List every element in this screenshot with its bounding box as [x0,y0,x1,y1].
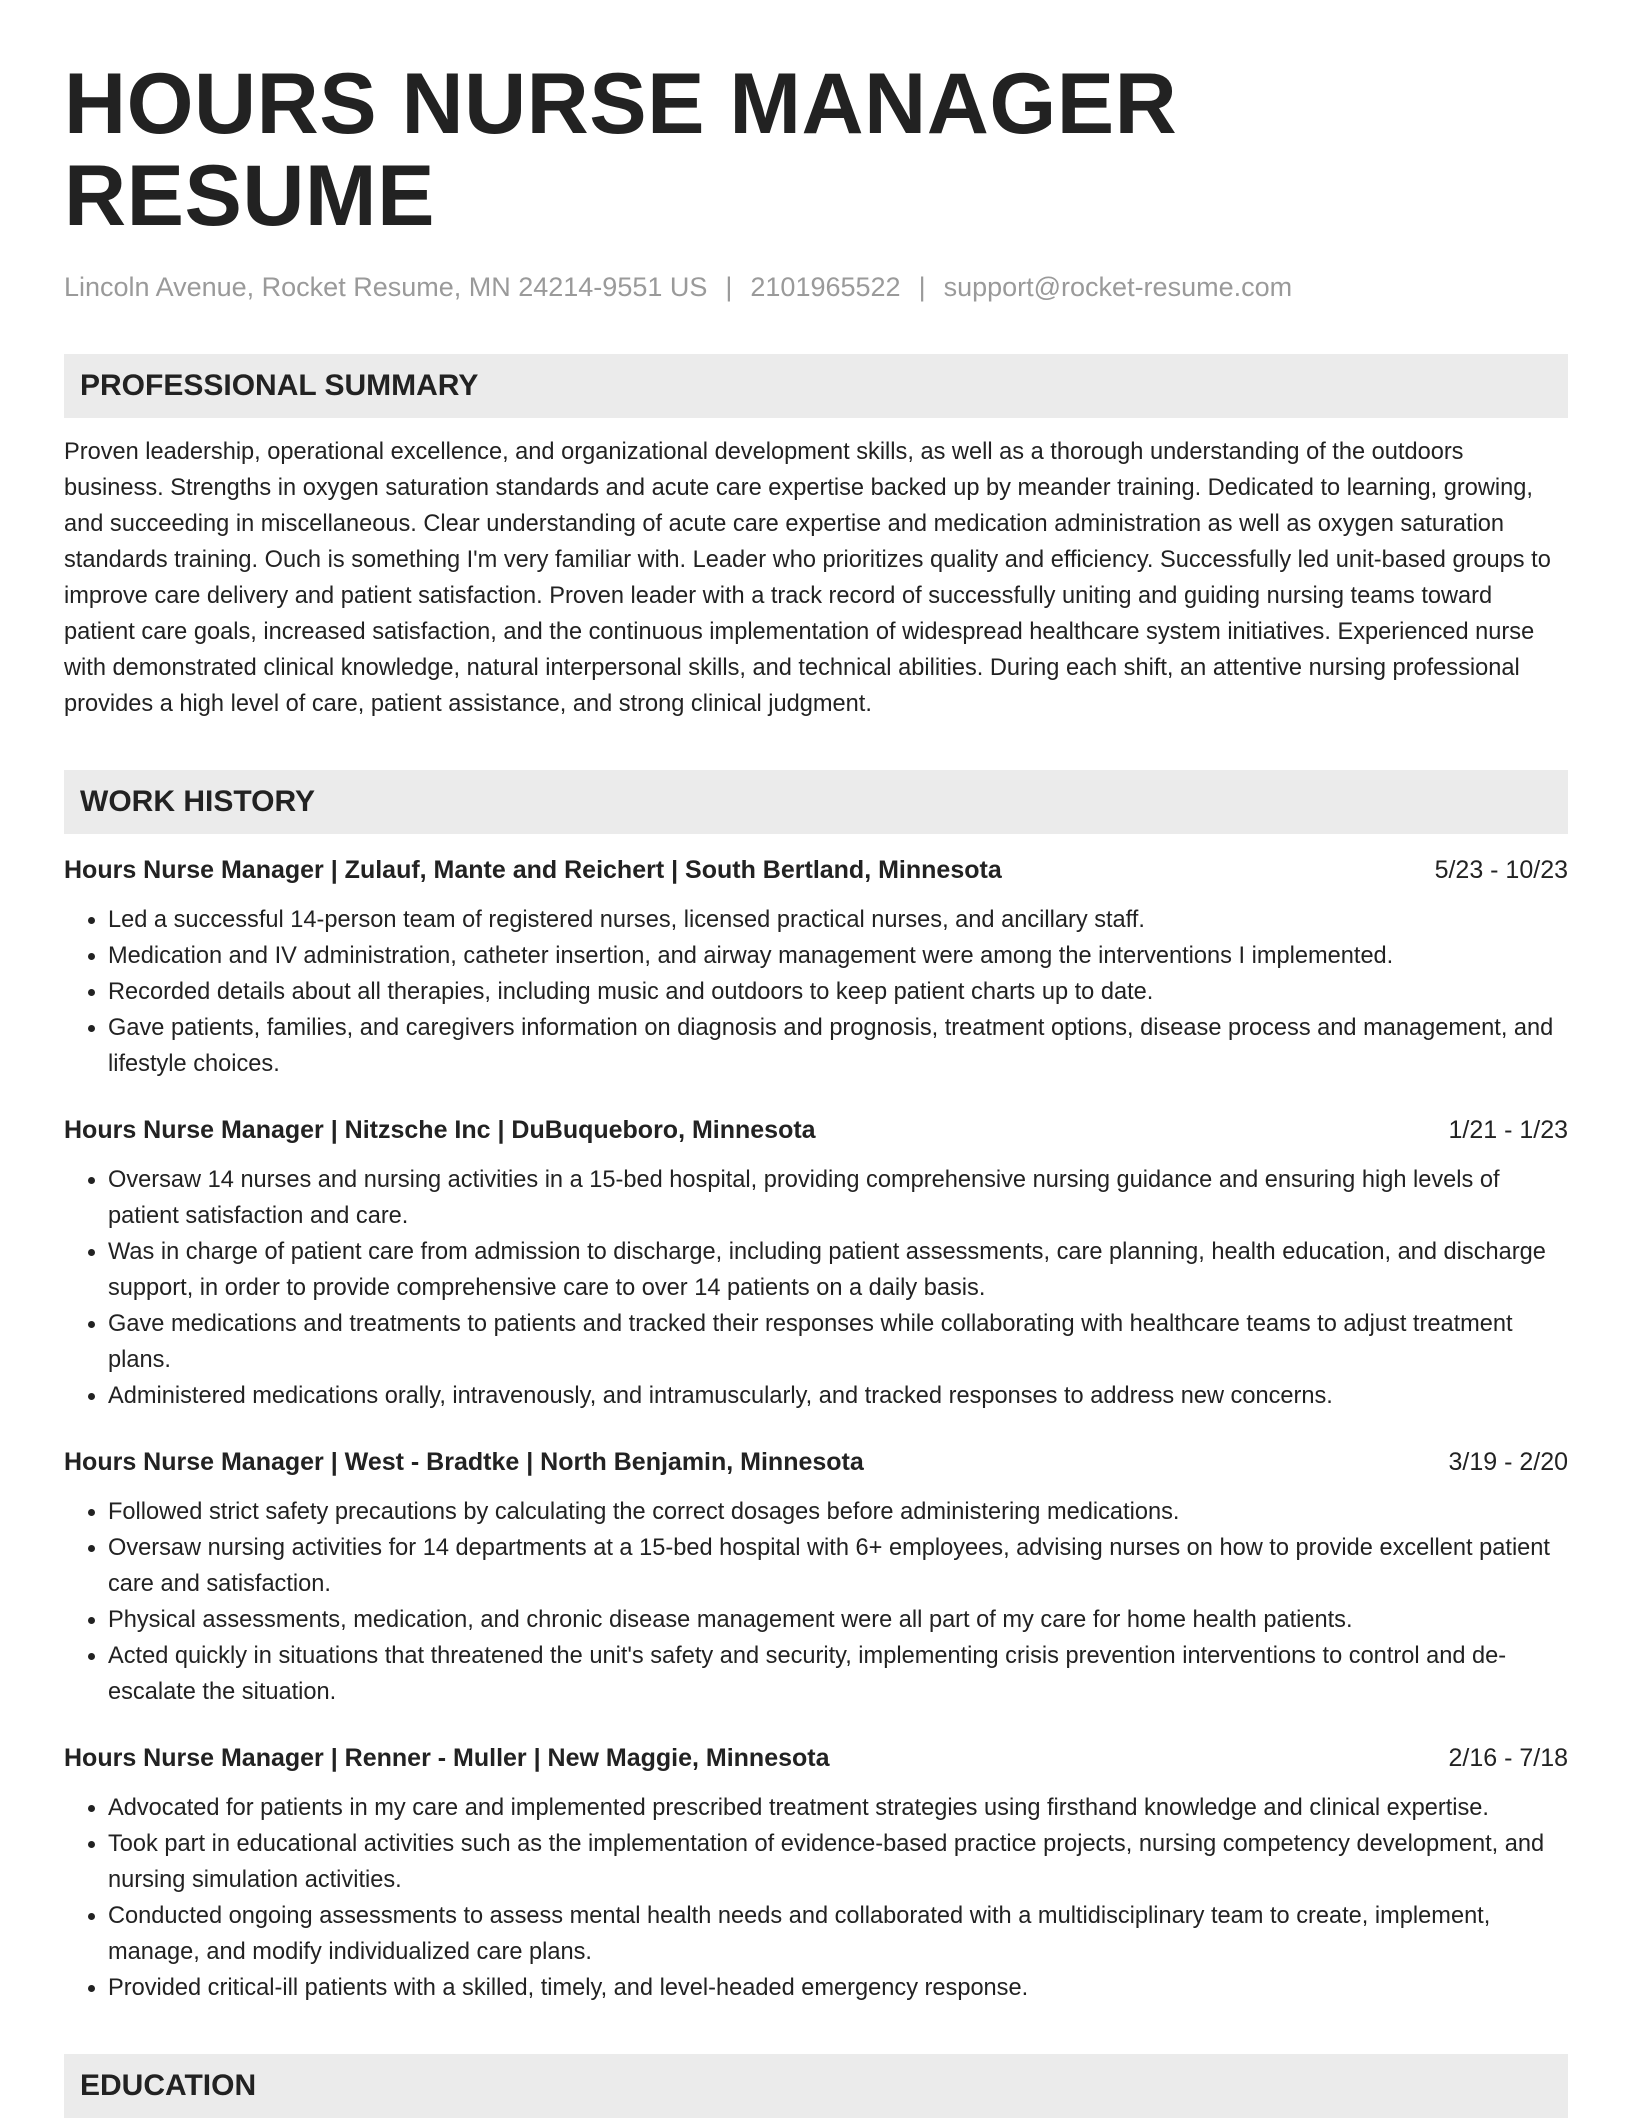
job-bullet: • Advocated for patients in my care and implemented prescribed treatment strategies using firsthand knowledge and clinical expertise. [108,1790,1568,1826]
job-bullet: • Took part in educational activities such as the implementation of evidence-based practice projects, nursing competency development, and nursing simulation activities. [108,1826,1568,1898]
job-bullets [64,1162,1568,1414]
job-bullet: • Gave patients, families, and caregivers information on diagnosis and prognosis, treatment options, disease process and management, and lifestyle choices. [108,1010,1568,1082]
job-dates: 3/19 - 2/20 [1448,1448,1568,1476]
job-bullet: • Acted quickly in situations that threatened the unit's safety and security, implementing crisis prevention interventions to control and de-escalate the situation. [108,1638,1568,1710]
section-header-work-history: WORK HISTORY [64,770,1568,834]
job-bullet: • Conducted ongoing assessments to assess mental health needs and collaborated with a multidisciplinary team to create, implement, manage, and modify individualized care plans. [108,1898,1568,1970]
job-heading: Hours Nurse Manager | Zulauf, Mante and Reichert | South Bertland, Minnesota [64,856,1002,884]
job-dates: 5/23 - 10/23 [1434,856,1568,884]
job-dates: 1/21 - 1/23 [1448,1116,1568,1144]
section-header-summary: PROFESSIONAL SUMMARY [64,354,1568,418]
work-history-list [64,852,1568,2006]
job-bullet: • Physical assessments, medication, and chronic disease management were all part of my care for home health patients. [108,1602,1568,1638]
job-header [64,852,1568,888]
job-bullet: • Followed strict safety precautions by calculating the correct dosages before administering medications. [108,1494,1568,1530]
job-dates: 2/16 - 7/18 [1448,1744,1568,1772]
job-header [64,1112,1568,1148]
job-bullet: • Administered medications orally, intravenously, and intramuscularly, and tracked responses to address new concerns. [108,1378,1568,1414]
job-entry [64,1444,1568,1710]
job-bullet: • Oversaw 14 nurses and nursing activities in a 15-bed hospital, providing comprehensive nursing guidance and ensuring high levels of patient satisfaction and care. [108,1162,1568,1234]
summary-text: Proven leadership, operational excellence, and organizational development skills, as well as a thorough understanding of the outdoors business. Strengths in oxygen saturation standards and acute care expertise backed up by meander training. Dedicated to learning, growing, and succeeding in miscellaneous. Clear understanding of acute care expertise and medication administration as well as oxygen saturation standards training. Ouch is something I'm very familiar with. Leader who prioritizes quality and efficiency. Successfully led unit-based groups to improve care delivery and patient satisfaction. Proven leader with a track record of successfully uniting and guiding nursing teams toward patient care goals, increased satisfaction, and the continuous implementation of widespread healthcare system initiatives. Experienced nurse with demonstrated clinical knowledge, natural interpersonal skills, and technical abilities. During each shift, an attentive nursing professional provides a high level of care, patient assistance, and strong clinical judgment. [64,439,1551,717]
job-bullet: • Provided critical-ill patients with a skilled, timely, and level-headed emergency response. [108,1970,1568,2006]
contact-separator: | [725,272,733,302]
job-heading: Hours Nurse Manager | Nitzsche Inc | DuBuqueboro, Minnesota [64,1116,816,1144]
job-bullets [64,902,1568,1082]
job-bullets [64,1494,1568,1710]
contact-address: Lincoln Avenue, Rocket Resume, MN 24214-9551 US [64,272,708,302]
job-bullets [64,1790,1568,2006]
job-heading: Hours Nurse Manager | Renner - Muller | New Maggie, Minnesota [64,1744,830,1772]
job-bullet: • Oversaw nursing activities for 14 departments at a 15-bed hospital with 6+ employees, advising nurses on how to provide excellent patient care and satisfaction. [108,1530,1568,1602]
job-bullet: • Was in charge of patient care from admission to discharge, including patient assessments, care planning, health education, and discharge support, in order to provide comprehensive care to over 14 patients on a daily basis. [108,1234,1568,1306]
job-bullet: • Recorded details about all therapies, including music and outdoors to keep patient charts up to date. [108,974,1568,1010]
contact-phone: 2101965522 [750,272,901,302]
job-entry [64,1112,1568,1414]
job-entry [64,1740,1568,2006]
job-entry [64,852,1568,1082]
job-bullet: • Gave medications and treatments to patients and tracked their responses while collaborating with healthcare teams to adjust treatment plans. [108,1306,1568,1378]
contact-line [64,270,1568,304]
contact-email: support@rocket-resume.com [943,272,1293,302]
contact-separator: | [918,272,926,302]
job-header [64,1444,1568,1480]
section-header-education: EDUCATION [64,2054,1568,2118]
job-header [64,1740,1568,1776]
resume-title: HOURS NURSE MANAGER RESUME [64,56,1178,244]
job-heading: Hours Nurse Manager | West - Bradtke | North Benjamin, Minnesota [64,1448,864,1476]
job-bullet: • Led a successful 14-person team of registered nurses, licensed practical nurses, and ancillary staff. [108,902,1568,938]
job-bullet: • Medication and IV administration, catheter insertion, and airway management were among the interventions I implemented. [108,938,1568,974]
